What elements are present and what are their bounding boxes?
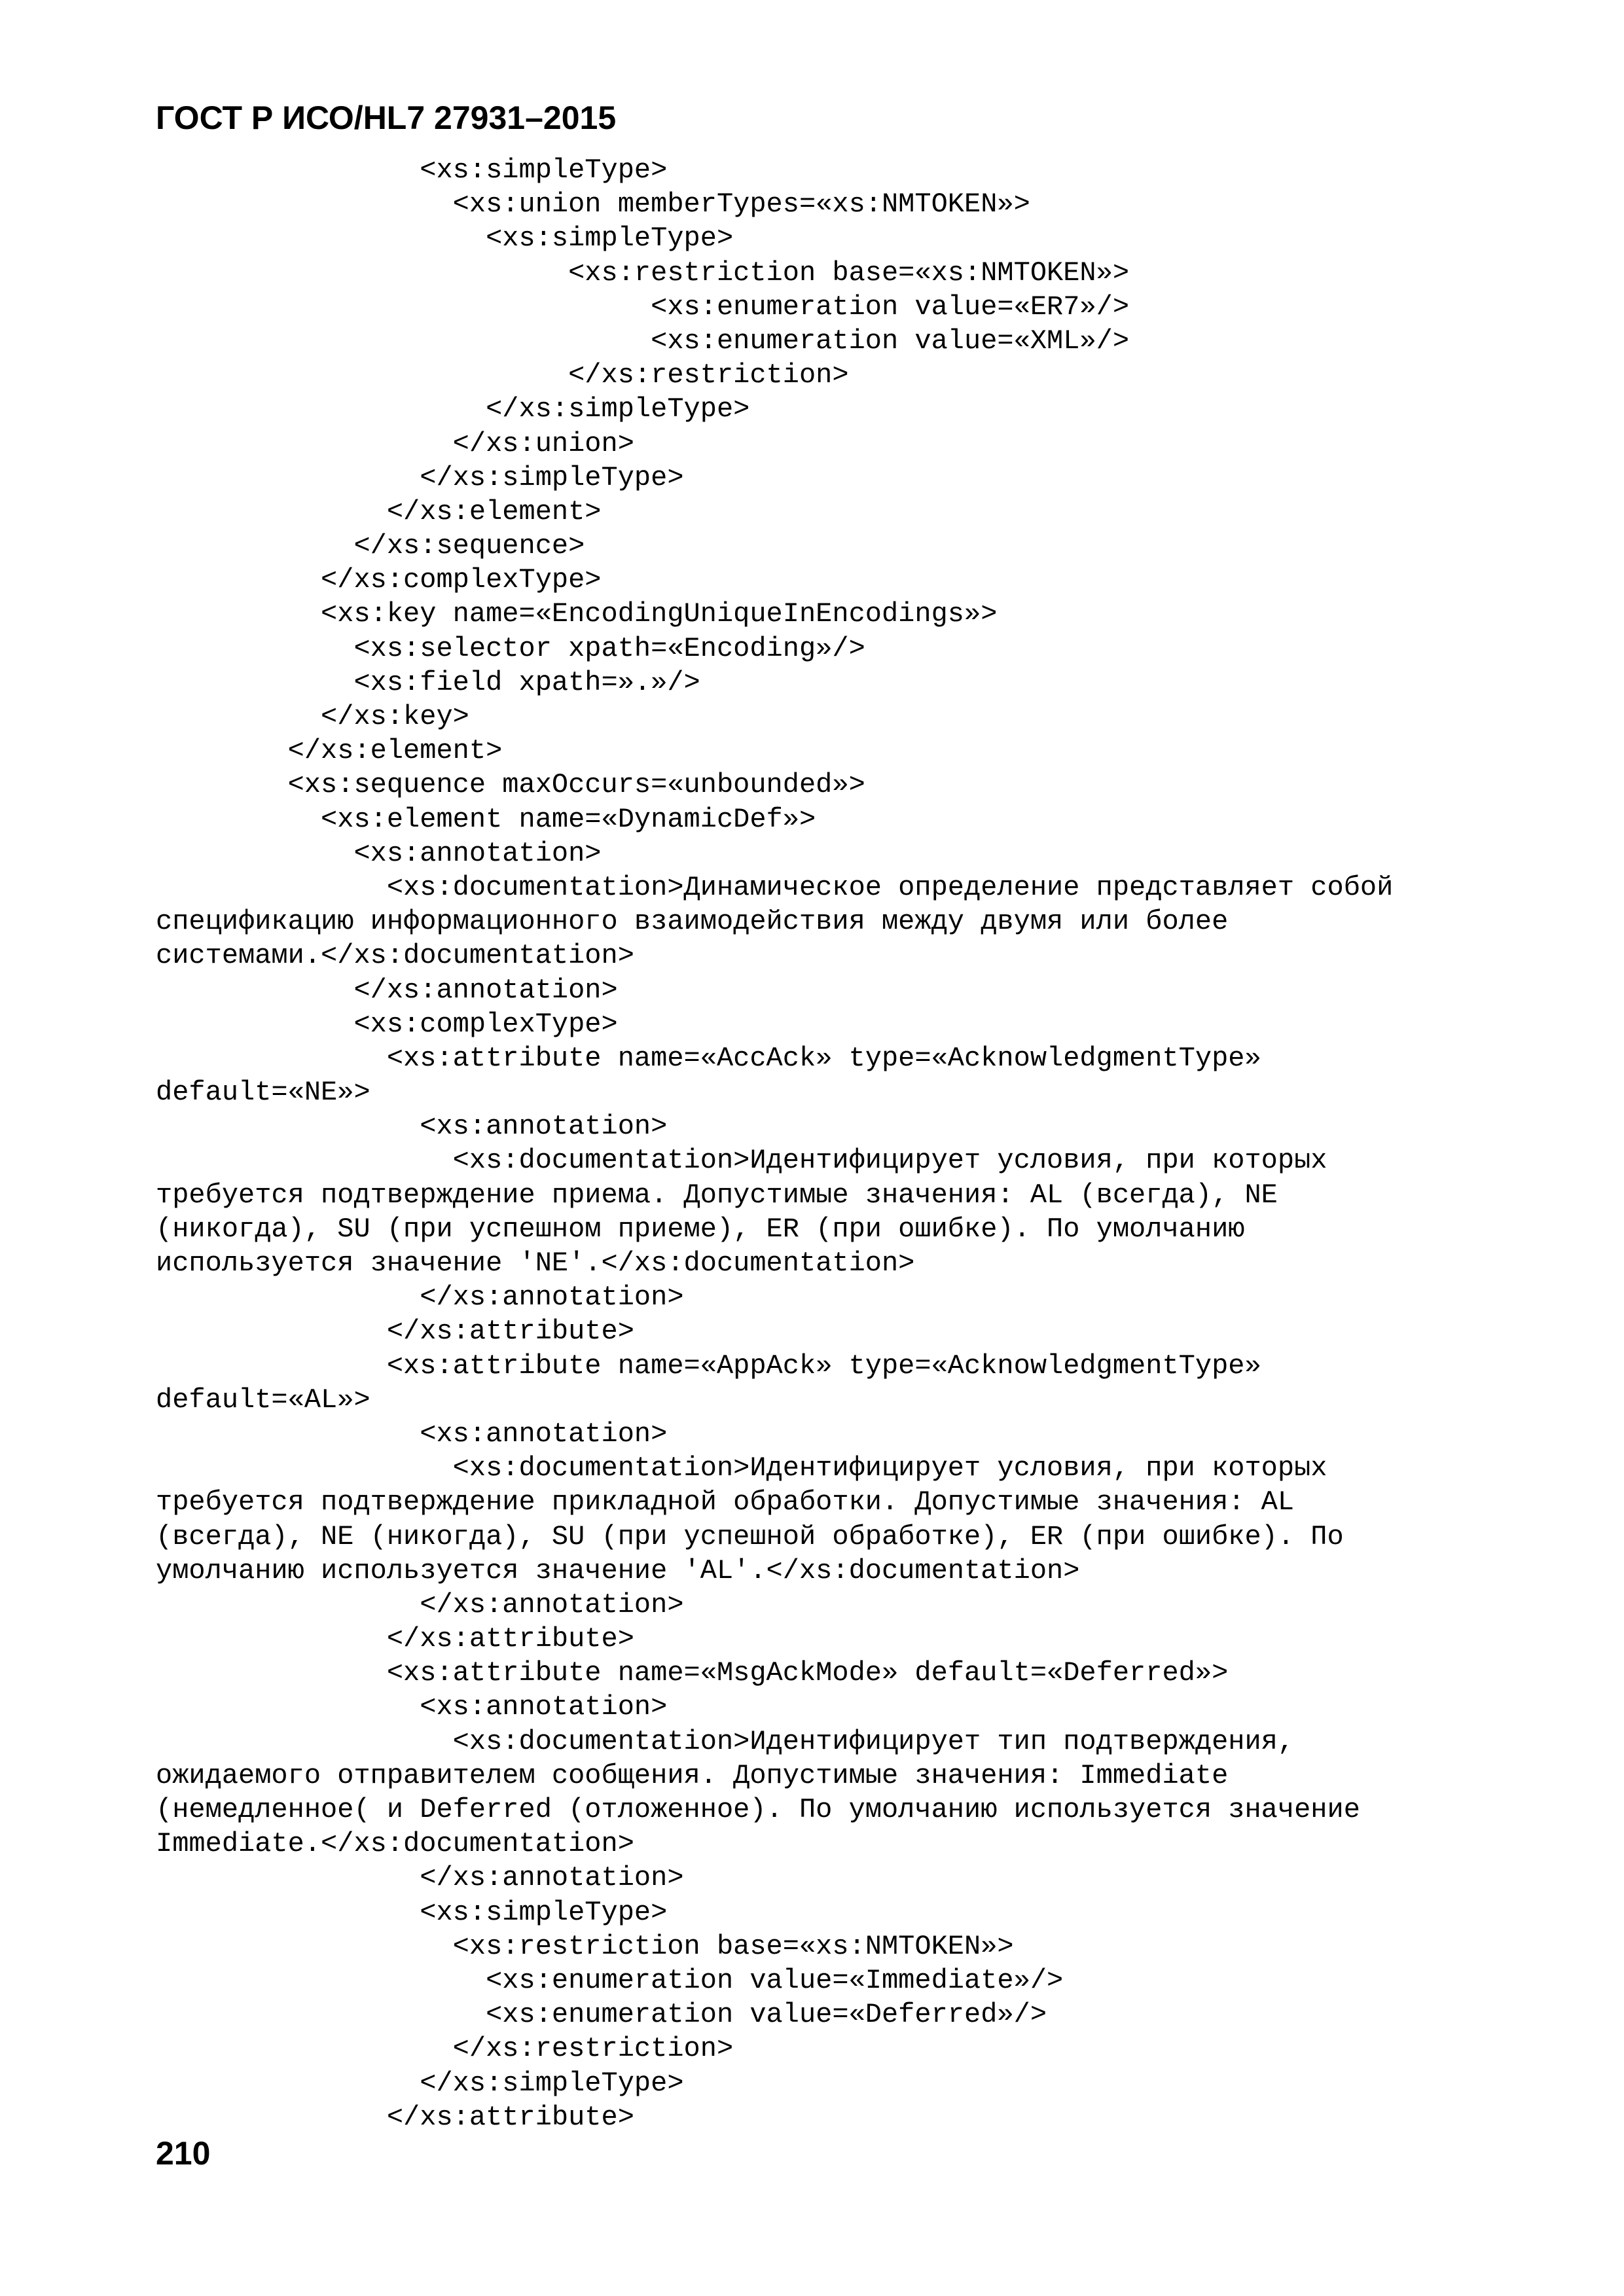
document-header: ГОСТ Р ИСО/HL7 27931–2015 bbox=[156, 99, 617, 136]
code-line: <xs:annotation> bbox=[156, 1691, 668, 1723]
xml-schema-listing bbox=[156, 153, 1517, 2134]
code-line: <xs:restriction base=«xs:NMTOKEN»> bbox=[156, 257, 1130, 289]
code-line: спецификацию информационного взаимодействия между двумя или более bbox=[156, 906, 1229, 938]
page-number: 210 bbox=[156, 2135, 211, 2172]
code-line: (никогда), SU (при успешном приеме), ER (при ошибке). По умолчанию bbox=[156, 1213, 1245, 1245]
code-line: </xs:union> bbox=[156, 427, 634, 459]
code-line: используется значение 'NE'.</xs:documentation> bbox=[156, 1247, 915, 1279]
code-line: <xs:documentation>Идентифицирует условия, при которых bbox=[156, 1452, 1327, 1484]
code-line: </xs:element> bbox=[156, 495, 602, 528]
code-line: <xs:complexType> bbox=[156, 1008, 618, 1040]
code-line: <xs:restriction base=«xs:NMTOKEN»> bbox=[156, 1930, 1014, 1962]
code-line: <xs:simpleType> bbox=[156, 1896, 668, 1928]
code-line: </xs:annotation> bbox=[156, 1282, 684, 1314]
code-line: </xs:element> bbox=[156, 735, 503, 767]
code-line: <xs:attribute name=«MsgAckMode» default=«Deferred»> bbox=[156, 1657, 1229, 1689]
code-line: </xs:annotation> bbox=[156, 1862, 684, 1894]
code-line: <xs:enumeration value=«Deferred»/> bbox=[156, 1999, 1047, 2031]
code-line: <xs:attribute name=«AccAck» type=«AcknowledgmentType» bbox=[156, 1042, 1261, 1074]
code-line: </xs:simpleType> bbox=[156, 393, 750, 425]
code-line: <xs:documentation>Динамическое определение представляет собой bbox=[156, 871, 1394, 903]
code-line: <xs:attribute name=«AppAck» type=«AcknowledgmentType» bbox=[156, 1350, 1261, 1382]
code-line: <xs:enumeration value=«ER7»/> bbox=[156, 291, 1130, 323]
code-line: </xs:sequence> bbox=[156, 530, 585, 562]
code-line: </xs:restriction> bbox=[156, 359, 849, 391]
code-line: default=«NE»> bbox=[156, 1077, 370, 1109]
code-line: требуется подтверждение прикладной обработки. Допустимые значения: AL bbox=[156, 1486, 1295, 1518]
code-line: <xs:annotation> bbox=[156, 1418, 668, 1450]
code-line: </xs:complexType> bbox=[156, 564, 602, 596]
code-line: <xs:simpleType> bbox=[156, 223, 734, 255]
code-line: <xs:element name=«DynamicDef»> bbox=[156, 803, 816, 835]
code-line: <xs:annotation> bbox=[156, 837, 602, 869]
code-line: </xs:attribute> bbox=[156, 1316, 634, 1348]
code-line: <xs:selector xpath=«Encoding»/> bbox=[156, 632, 865, 664]
code-line: <xs:sequence maxOccurs=«unbounded»> bbox=[156, 769, 865, 801]
code-line: требуется подтверждение приема. Допустимые значения: AL (всегда), NE bbox=[156, 1179, 1278, 1211]
code-line: </xs:simpleType> bbox=[156, 461, 684, 493]
code-line: ожидаемого отправителем сообщения. Допустимые значения: Immediate bbox=[156, 1759, 1229, 1791]
code-line: умолчанию используется значение 'AL'.</xs:documentation> bbox=[156, 1554, 1080, 1587]
code-line: </xs:annotation> bbox=[156, 974, 618, 1006]
code-line: <xs:documentation>Идентифицирует тип подтверждения, bbox=[156, 1725, 1295, 1757]
code-line: <xs:union memberTypes=«xs:NMTOKEN»> bbox=[156, 188, 1030, 221]
code-line: <xs:enumeration value=«XML»/> bbox=[156, 325, 1130, 357]
code-line: </xs:attribute> bbox=[156, 2101, 634, 2133]
code-line: <xs:documentation>Идентифицирует условия, при которых bbox=[156, 1145, 1327, 1177]
code-line: <xs:annotation> bbox=[156, 1111, 668, 1143]
code-line: <xs:key name=«EncodingUniqueInEncodings»> bbox=[156, 598, 998, 630]
code-line: <xs:simpleType> bbox=[156, 154, 668, 186]
code-line: (немедленное( и Deferred (отложенное). По умолчанию используется значение bbox=[156, 1794, 1360, 1825]
code-line: </xs:restriction> bbox=[156, 2033, 734, 2065]
code-line: системами.</xs:documentation> bbox=[156, 940, 634, 972]
code-line: </xs:simpleType> bbox=[156, 2067, 684, 2099]
code-line: </xs:key> bbox=[156, 701, 469, 732]
code-line: </xs:attribute> bbox=[156, 1623, 634, 1655]
code-line: (всегда), NE (никогда), SU (при успешной обработке), ER (при ошибке). По bbox=[156, 1520, 1344, 1552]
code-line: <xs:field xpath=».»/> bbox=[156, 666, 700, 698]
code-line: <xs:enumeration value=«Immediate»/> bbox=[156, 1964, 1064, 1996]
code-line: Immediate.</xs:documentation> bbox=[156, 1828, 634, 1860]
code-line: default=«AL»> bbox=[156, 1384, 370, 1416]
code-line: </xs:annotation> bbox=[156, 1588, 684, 1621]
